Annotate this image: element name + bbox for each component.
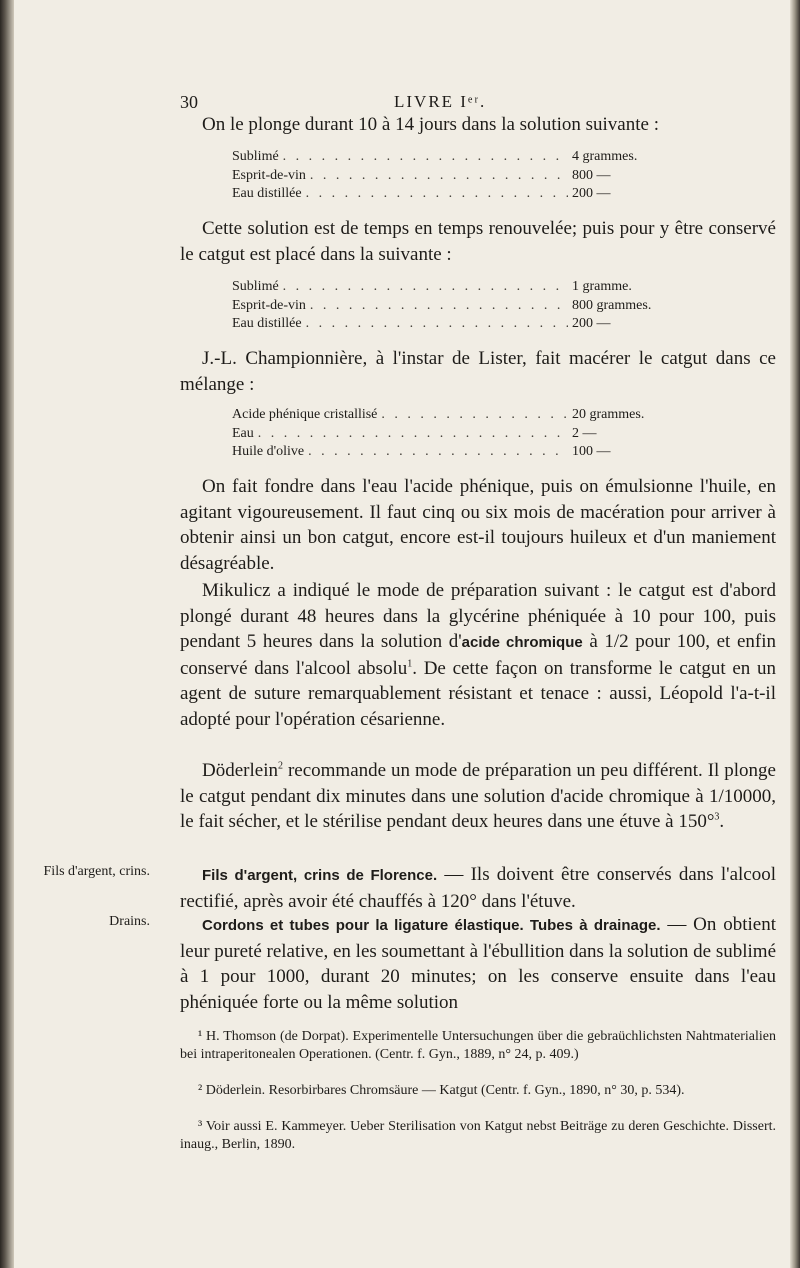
paragraph-3: J.-L. Championnière, à l'instar de Lister, fait macérer le catgut dans ce mélange : xyxy=(180,348,776,395)
paragraph-1: On le plonge durant 10 à 14 jours dans la solution suivante : xyxy=(202,114,659,135)
running-head: LIVRE Iᵉʳ. xyxy=(394,92,487,111)
recipe-table-2 xyxy=(232,278,712,334)
bold-heading: Fils d'argent, crins de Florence. xyxy=(202,867,438,884)
paragraph-5: Mikulicz a indiqué le mode de préparation suivant : le catgut est d'abord plongé durant 48 heures dans la glycérine phéniquée à 10 pour 100, puis pendant 5 heures dans la solution d'acide chromique à 1/2 pour 100, et enfin conservé dans l'alcool absolu$^1$. De cette façon on transforme le catgut en un agent de suture remarquablement résistant et tenace : aussi, Léopold l'a-t-il adopté pour l'opération césarienne. xyxy=(180,580,776,730)
ingredient-name: Eau xyxy=(232,425,254,441)
recipe-row xyxy=(232,315,712,334)
recipe-row xyxy=(232,167,712,186)
recipe-row xyxy=(232,443,712,462)
paragraph-7: Fils d'argent, crins de Florence. — Ils doivent être conservés dans l'alcool rectifié, après avoir été chauffés à 120° dans l'étuve. xyxy=(180,864,776,912)
footnote-ref: 2 xyxy=(277,760,283,772)
bold-term: acide chromique xyxy=(461,634,583,651)
ingredient-name: Sublimé xyxy=(232,149,279,164)
recipe-table-1 xyxy=(232,148,712,204)
ingredient-qty: 200 — xyxy=(572,186,611,201)
ingredient-qty: 1 gramme. xyxy=(572,279,632,294)
ingredient-qty: 2 — xyxy=(572,425,597,441)
recipe-table-3 xyxy=(232,406,712,462)
recipe-row xyxy=(232,148,712,167)
footnote-ref: 3 xyxy=(714,811,720,823)
ingredient-name: Esprit-de-vin xyxy=(232,297,306,313)
margin-note-silk: Fils d'argent, crins. xyxy=(43,864,150,879)
ingredient-qty: 4 grammes. xyxy=(572,149,638,164)
recipe-row xyxy=(232,406,712,425)
ingredient-name: Eau distillée xyxy=(232,316,302,331)
page-right-edge xyxy=(790,0,800,1268)
ingredient-qty: 200 — xyxy=(572,316,611,331)
ingredient-qty: 800 grammes. xyxy=(572,297,652,313)
paragraph-4: On fait fondre dans l'eau l'acide phénique, puis on émulsionne l'huile, en agitant vigoureusement. Il faut cinq ou six mois de macération pour arriver à obtenir ainsi un bon catgut, encore est-il toujours huileux et d'un maniement désagréable. xyxy=(180,476,776,574)
ingredient-name: Esprit-de-vin xyxy=(232,167,306,183)
margin-note-drains: Drains. xyxy=(109,914,150,929)
ingredient-name: Sublimé xyxy=(232,279,279,294)
footnote-2: ² Döderlein. Resorbirbares Chromsäure — Katgut (Centr. f. Gyn., 1890, n° 30, p. 534). xyxy=(198,1083,685,1098)
footnote-3: ³ Voir aussi E. Kammeyer. Ueber Sterilisation von Katgut nebst Beiträge zu deren Geschichte. Dissert. inaug., Berlin, 1890. xyxy=(180,1119,777,1152)
recipe-row xyxy=(232,185,712,204)
recipe-row xyxy=(232,425,712,444)
paragraph-8: Cordons et tubes pour la ligature élastique. Tubes à drainage. — On obtient leur pureté relative, en les soumettant à l'ébullition dans la solution de sublimé à 1 pour 1000, durant 20 minutes; on les conserve ensuite dans l'eau phéniquée forte ou la même solution xyxy=(180,914,776,1013)
ingredient-name: Huile d'olive xyxy=(232,444,305,459)
ingredient-qty: 100 — xyxy=(572,444,611,459)
ingredient-qty: 800 — xyxy=(572,167,611,183)
recipe-row xyxy=(232,297,712,316)
page-binding-edge xyxy=(0,0,14,1268)
page-number: 30 xyxy=(180,92,198,112)
ingredient-name: Eau distillée xyxy=(232,186,302,201)
ingredient-qty: 20 grammes. xyxy=(572,407,645,422)
bold-heading: Cordons et tubes pour la ligature élastique. Tubes à drainage. xyxy=(202,917,661,934)
footnote-ref: 1 xyxy=(407,658,413,670)
recipe-row xyxy=(232,278,712,297)
paragraph-6: Döderlein$^2$ recommande un mode de préparation un peu différent. Il plonge le catgut pendant dix minutes dans une solution d'acide chromique à 1/10000, le fait sécher, et le stérilise pendant deux heures dans une étuve à 150°$^3$. xyxy=(180,760,776,832)
ingredient-name: Acide phénique cristallisé xyxy=(232,407,378,422)
footnote-1: ¹ H. Thomson (de Dorpat). Experimentelle Untersuchungen über die gebraüchlichsten Nahtmaterialien bei intraperitonealen Operationen. (Centr. f. Gyn., 1889, n° 24, p. 409.) xyxy=(180,1029,776,1062)
paragraph-2: Cette solution est de temps en temps renouvelée; puis pour y être conservé le catgut est placé dans la suivante : xyxy=(180,218,776,265)
